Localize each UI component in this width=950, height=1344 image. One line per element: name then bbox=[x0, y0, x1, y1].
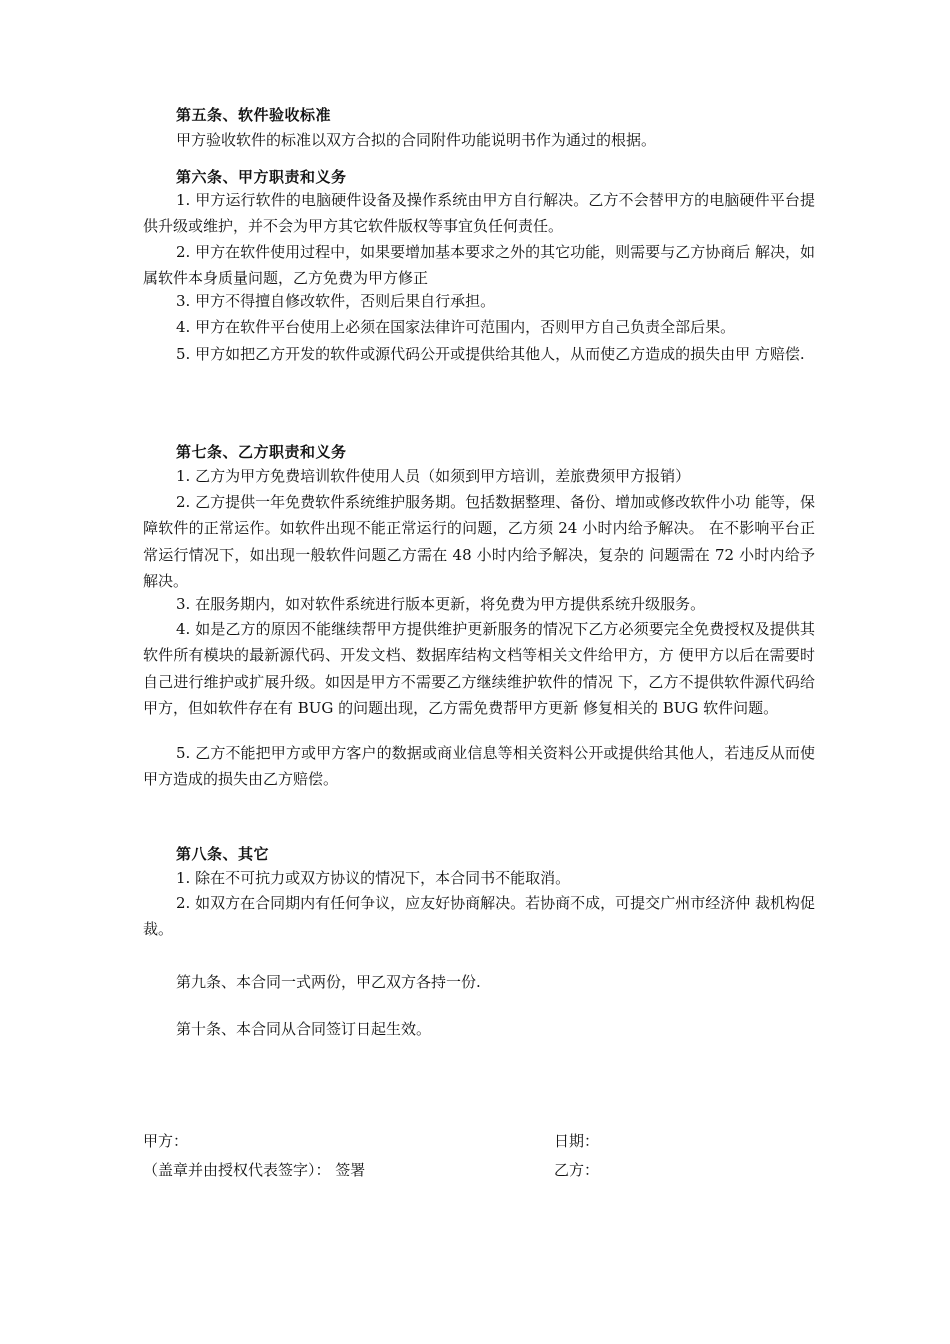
section-9: 第九条、本合同一式两份，甲乙双方各持一份. bbox=[176, 973, 481, 991]
date-label: 日期： bbox=[554, 1132, 600, 1150]
section-10: 第十条、本合同从合同签订日起生效。 bbox=[176, 1020, 432, 1038]
section-6-item-5: 5. 甲方如把乙方开发的软件或源代码公开或提供给其他人，从而使乙方造成的损失由甲 方赔偿. bbox=[176, 345, 805, 363]
section-7-item-2: 2. 乙方提供一年免费软件系统维护服务期。包括数据整理、备份、增加或修改软件小功 能等，保障软件的正常运作。如软件出现不能正常运行的问题，乙方须 24 小时内给予解决。 在不影响平台正常运行情况下，如出现一般软件问题乙方需在 48 小时内给予解决，复杂的 问题需在 72 小时内给予解决。 bbox=[143, 493, 815, 590]
section-7-title: 第七条、乙方职责和义务 bbox=[176, 443, 347, 461]
section-8-item-1: 1. 除在不可抗力或双方协议的情况下，本合同书不能取消。 bbox=[176, 869, 571, 887]
seal-signature-note: （盖章并由授权代表签字）： 签署 bbox=[143, 1161, 366, 1179]
section-8-title: 第八条、其它 bbox=[176, 845, 270, 863]
section-6-item-1: 1. 甲方运行软件的电脑硬件设备及操作系统由甲方自行解决。乙方不会替甲方的电脑硬件平台提供升级或维护，并不会为甲方其它软件版权等事宜负任何责任。 bbox=[143, 191, 815, 236]
section-6-title: 第六条、甲方职责和义务 bbox=[176, 168, 347, 186]
section-7-item-1: 1. 乙方为甲方免费培训软件使用人员（如须到甲方培训，差旅费须甲方报销） bbox=[176, 467, 691, 485]
section-7-item-5: 5. 乙方不能把甲方或甲方客户的数据或商业信息等相关资料公开或提供给其他人，若违反从而使甲方造成的损失由乙方赔偿。 bbox=[143, 744, 815, 789]
section-5-paragraph: 甲方验收软件的标准以双方合拟的合同附件功能说明书作为通过的根据。 bbox=[176, 131, 657, 149]
section-7-item-3: 3. 在服务期内，如对软件系统进行版本更新，将免费为甲方提供系统升级服务。 bbox=[176, 595, 706, 613]
section-6-item-2: 2. 甲方在软件使用过程中，如果要增加基本要求之外的其它功能，则需要与乙方协商后 解决，如属软件本身质量问题，乙方免费为甲方修正 bbox=[143, 243, 815, 288]
section-8-item-2: 2. 如双方在合同期内有任何争议，应友好协商解决。若协商不成，可提交广州市经济仲 裁机构促裁。 bbox=[143, 894, 815, 939]
party-a-label: 甲方： bbox=[143, 1132, 189, 1150]
party-b-label: 乙方： bbox=[554, 1161, 600, 1179]
section-6-item-3: 3. 甲方不得擅自修改软件，否则后果自行承担。 bbox=[176, 292, 496, 310]
section-5-title: 第五条、软件验收标准 bbox=[176, 106, 332, 124]
section-7-item-4: 4. 如是乙方的原因不能继续帮甲方提供维护更新服务的情况下乙方必须要完全免费授权及提供其软件所有模块的最新源代码、开发文档、数据库结构文档等相关文件给甲方，方 便甲方以后在需要时自己进行维护或扩展升级。如因是甲方不需要乙方继续维护软件的情况 下，乙方不提供软件源代码给甲方，但如软件存在有 BUG 的问题出现，乙方需免费帮甲方更新 修复相关的 BUG 软件问题。 bbox=[143, 620, 815, 717]
section-6-item-4: 4. 甲方在软件平台使用上必须在国家法律许可范围内，否则甲方自己负责全部后果。 bbox=[176, 318, 736, 336]
